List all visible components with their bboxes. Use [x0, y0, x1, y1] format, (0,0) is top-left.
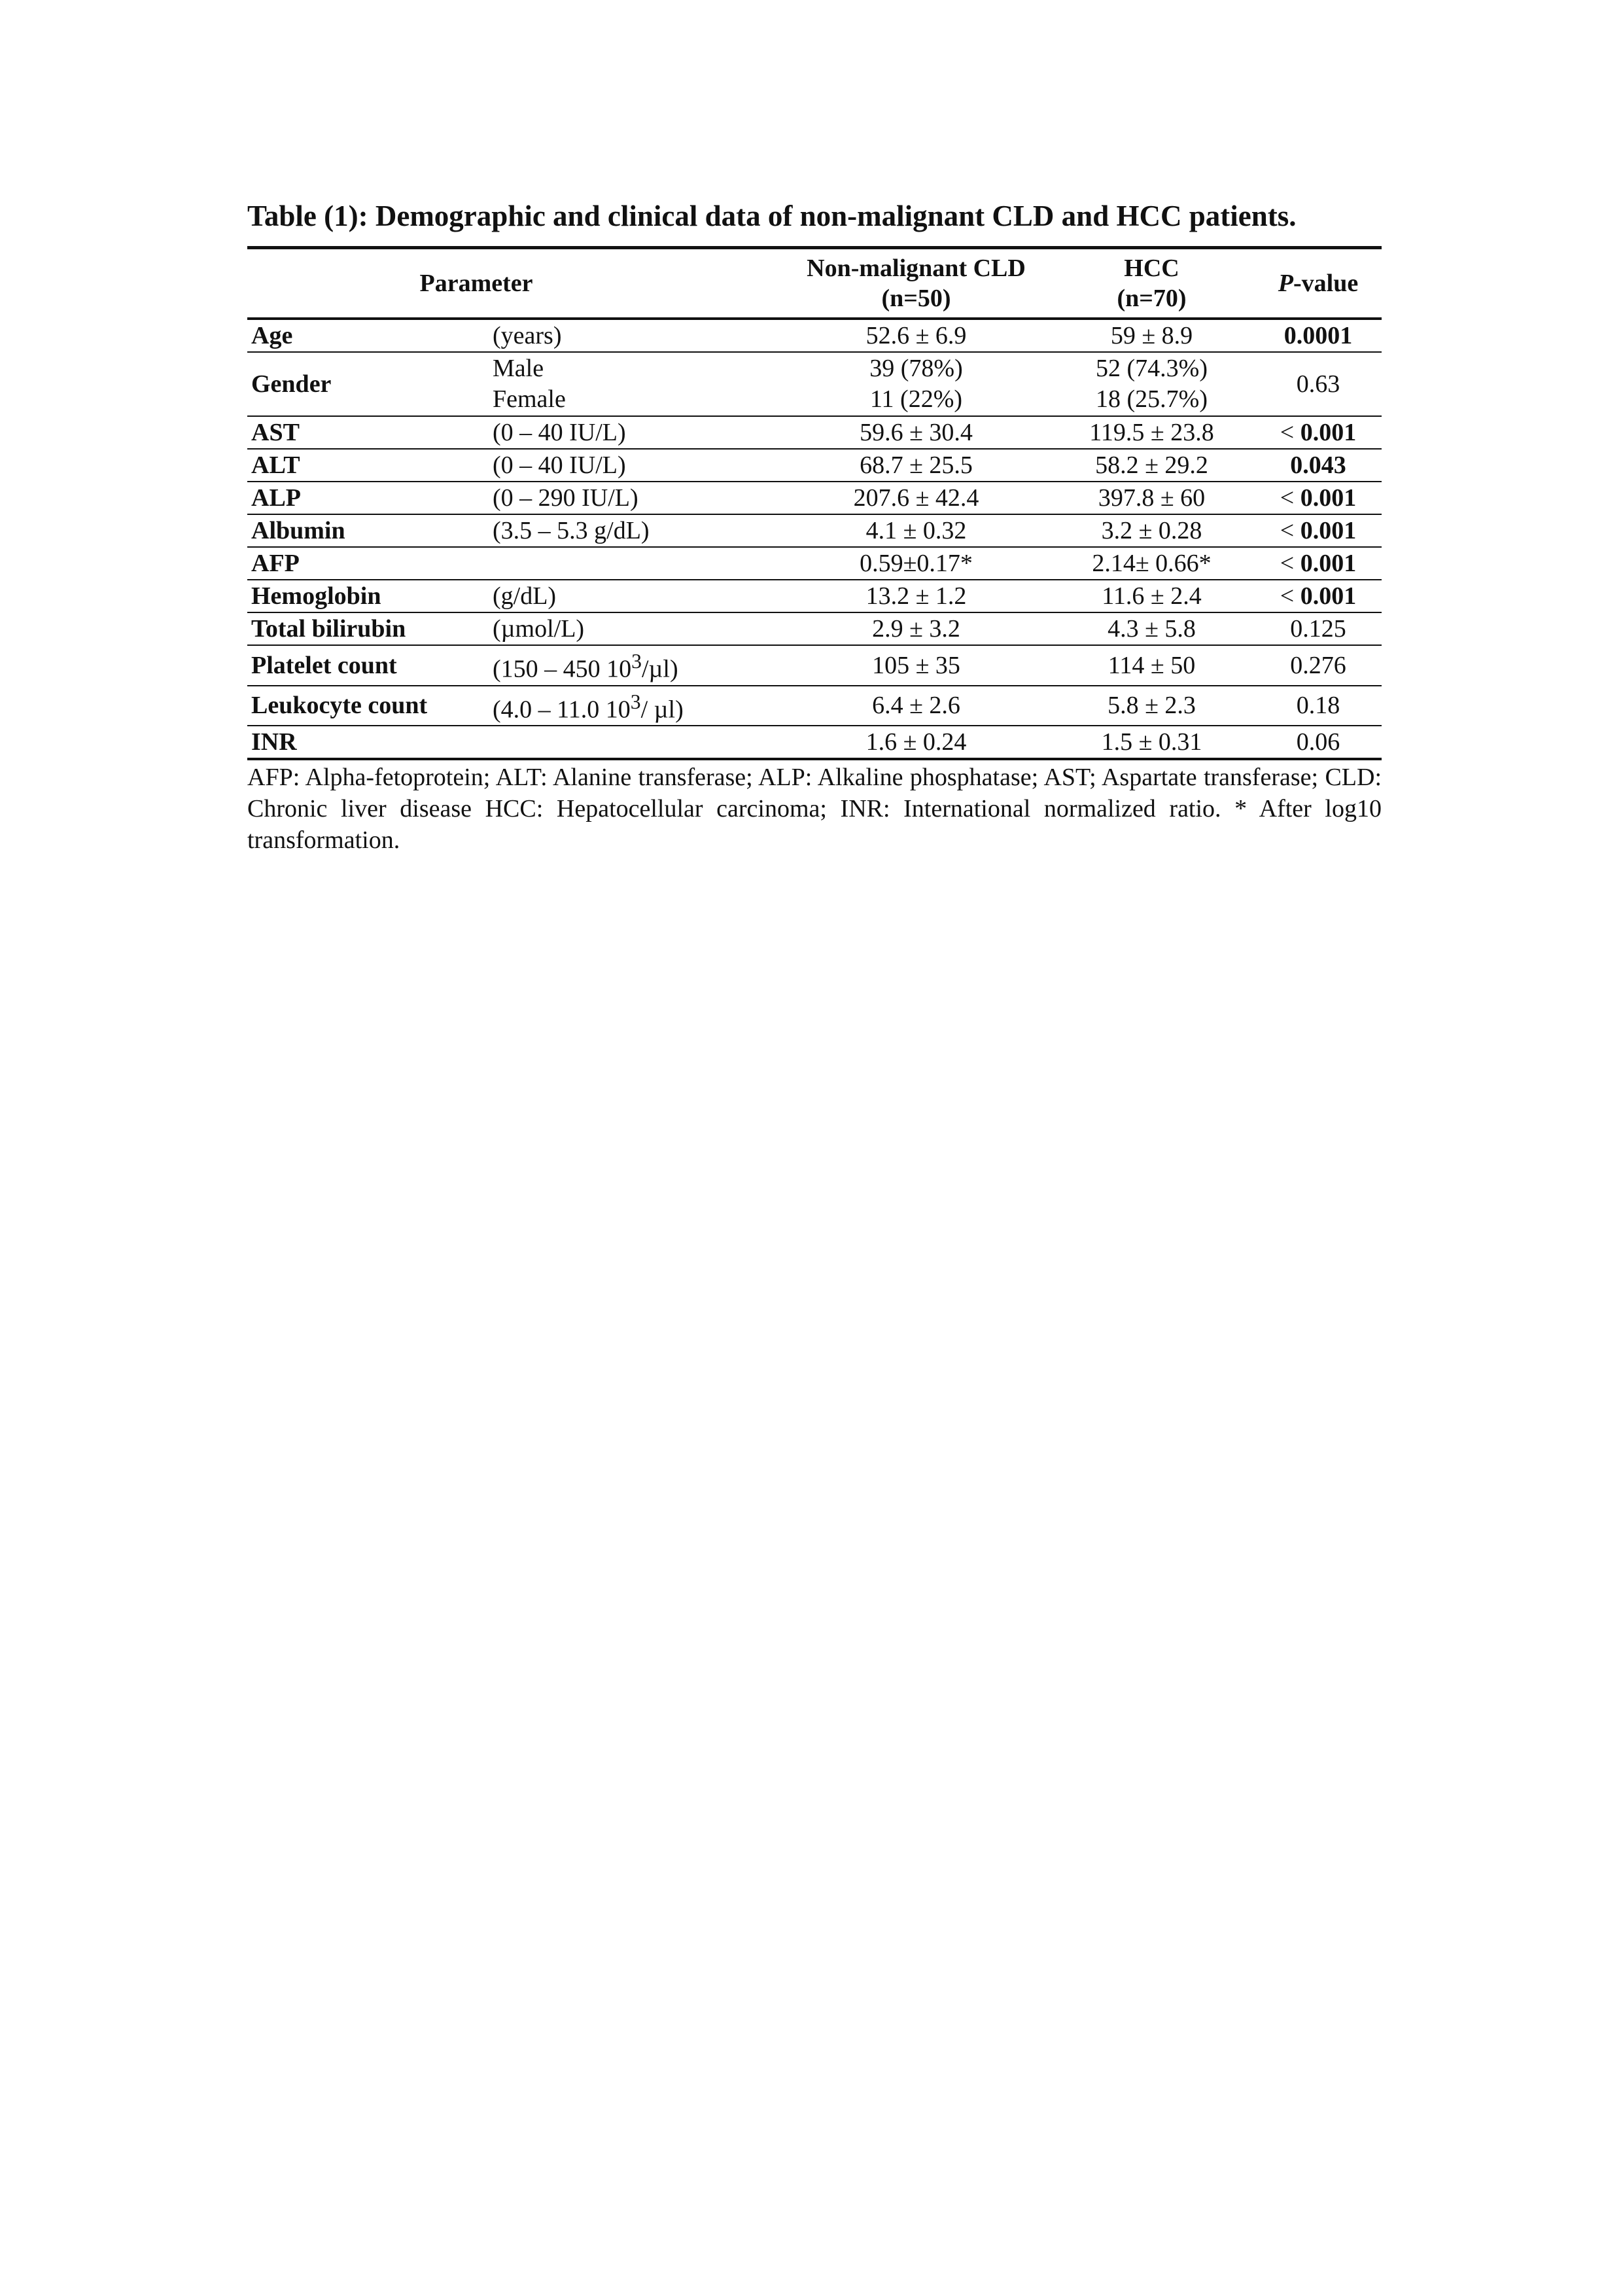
row-parameter: INR — [251, 728, 297, 756]
hcc-group-n: (n=70) — [1117, 285, 1187, 312]
table-row — [247, 352, 1382, 416]
row-cld-value: 2.9 ± 3.2 — [872, 615, 960, 643]
table-row — [247, 547, 1382, 580]
row-cld-value — [784, 352, 1049, 416]
row-p-value — [1255, 580, 1382, 612]
row-p-value: 0.125 — [1290, 615, 1346, 643]
row-parameter: Total bilirubin — [251, 615, 406, 643]
row-cld-value: 59.6 ± 30.4 — [860, 419, 973, 446]
row-p-value — [1255, 514, 1382, 547]
table-row — [247, 580, 1382, 612]
table-footnote: AFP: Alpha-fetoprotein; ALT: Alanine transferase; ALP: Alkaline phosphatase; AST; Aspartate transferase; CLD: Chronic liver disease HCC: Hepatocellular carcinoma; INR: International normalized ratio. * After log10 transformation. — [247, 764, 1382, 855]
row-parameter: Hemoglobin — [251, 582, 381, 610]
column-header-cld — [784, 248, 1049, 319]
gender-female-label: Female — [493, 385, 566, 413]
row-hcc-value: 4.3 ± 5.8 — [1108, 615, 1196, 643]
cld-male-count: 39 (78%) — [869, 355, 963, 382]
table-row — [247, 726, 1382, 759]
row-cld-value: 13.2 ± 1.2 — [865, 582, 967, 610]
table-row — [247, 319, 1382, 352]
row-gender-categories — [493, 352, 784, 416]
p-value-number: 0.001 — [1300, 550, 1357, 577]
row-reference-range: (g/dL) — [493, 582, 557, 610]
row-p-value: 0.0001 — [1283, 322, 1353, 349]
row-hcc-value: 114 ± 50 — [1108, 651, 1196, 679]
table-row — [247, 482, 1382, 514]
row-cld-value: 105 ± 35 — [872, 651, 960, 679]
range-text: (4.0 – 11.0 10 — [493, 696, 631, 724]
row-reference-range — [493, 686, 784, 726]
row-p-value: 0.18 — [1296, 692, 1340, 720]
row-cld-value: 207.6 ± 42.4 — [853, 484, 979, 512]
row-cld-value: 1.6 ± 0.24 — [865, 728, 967, 756]
row-cld-value: 4.1 ± 0.32 — [865, 517, 967, 544]
range-superscript: 3 — [630, 690, 641, 713]
row-hcc-value: 5.8 ± 2.3 — [1108, 692, 1196, 720]
table-row — [247, 514, 1382, 547]
row-p-value: 0.043 — [1290, 451, 1346, 479]
row-parameter: ALP — [251, 484, 301, 512]
row-parameter: AST — [251, 419, 300, 446]
row-parameter: Age — [251, 322, 293, 349]
row-reference-range: (years) — [493, 322, 562, 349]
row-parameter: AFP — [251, 550, 300, 577]
row-parameter: Platelet count — [251, 651, 397, 679]
p-value-prefix: < — [1280, 484, 1300, 512]
table-caption: Table (1): Demographic and clinical data of non-malignant CLD and HCC patients. — [247, 200, 1297, 232]
clinical-data-table — [247, 246, 1382, 760]
row-parameter: ALT — [251, 451, 300, 479]
row-p-value: 0.63 — [1296, 370, 1340, 398]
p-value-prefix: < — [1280, 517, 1300, 544]
row-hcc-value: 58.2 ± 29.2 — [1095, 451, 1208, 479]
hcc-female-count: 18 (25.7%) — [1096, 385, 1208, 413]
row-hcc-value: 2.14± 0.66* — [1092, 550, 1212, 577]
table-row — [247, 449, 1382, 482]
row-parameter: Leukocyte count — [251, 692, 428, 720]
hcc-male-count: 52 (74.3%) — [1096, 355, 1208, 382]
row-p-value — [1255, 482, 1382, 514]
row-hcc-value: 397.8 ± 60 — [1098, 484, 1206, 512]
row-p-value: 0.276 — [1290, 651, 1346, 679]
row-cld-value: 52.6 ± 6.9 — [865, 322, 967, 349]
range-unit: /µl) — [641, 655, 678, 683]
p-value-number: 0.001 — [1300, 419, 1357, 446]
row-hcc-value: 119.5 ± 23.8 — [1089, 419, 1214, 446]
table-row — [247, 612, 1382, 645]
p-value-suffix: -value — [1293, 270, 1359, 297]
range-text: (150 – 450 10 — [493, 655, 632, 683]
column-header-hcc — [1049, 248, 1255, 319]
column-header-p-value — [1255, 248, 1382, 319]
row-reference-range: (µmol/L) — [493, 615, 585, 643]
document-page — [247, 195, 1382, 856]
p-value-italic-letter: P — [1278, 270, 1293, 297]
table-row — [247, 416, 1382, 449]
row-cld-value: 68.7 ± 25.5 — [860, 451, 973, 479]
row-p-value — [1255, 547, 1382, 580]
row-hcc-value: 11.6 ± 2.4 — [1102, 582, 1202, 610]
p-value-number: 0.001 — [1300, 517, 1357, 544]
p-value-number: 0.001 — [1300, 484, 1357, 512]
cld-female-count: 11 (22%) — [869, 385, 963, 413]
cld-group-name: Non-malignant CLD — [807, 255, 1026, 282]
row-hcc-value: 59 ± 8.9 — [1110, 322, 1193, 349]
row-cld-value: 0.59±0.17* — [860, 550, 973, 577]
row-reference-range: (0 – 40 IU/L) — [493, 451, 626, 479]
column-header-parameter: Parameter — [419, 270, 533, 297]
range-superscript: 3 — [631, 650, 642, 673]
row-reference-range — [493, 547, 784, 580]
range-unit: / µl) — [640, 696, 684, 724]
cld-group-n: (n=50) — [881, 285, 951, 312]
table-row — [247, 686, 1382, 726]
row-cld-value: 6.4 ± 2.6 — [872, 692, 960, 720]
p-value-number: 0.001 — [1300, 582, 1357, 610]
row-hcc-value: 1.5 ± 0.31 — [1101, 728, 1202, 756]
table-row — [247, 645, 1382, 686]
p-value-prefix: < — [1280, 419, 1300, 446]
hcc-group-name: HCC — [1124, 255, 1179, 282]
row-parameter: Gender — [251, 370, 332, 398]
row-parameter: Albumin — [251, 517, 345, 544]
p-value-prefix: < — [1280, 582, 1300, 610]
row-reference-range: (0 – 40 IU/L) — [493, 419, 626, 446]
row-reference-range: (3.5 – 5.3 g/dL) — [493, 517, 650, 544]
row-hcc-value — [1049, 352, 1255, 416]
p-value-prefix: < — [1280, 550, 1300, 577]
row-reference-range — [493, 726, 784, 759]
row-hcc-value: 3.2 ± 0.28 — [1101, 517, 1202, 544]
row-reference-range — [493, 645, 784, 686]
row-reference-range: (0 – 290 IU/L) — [493, 484, 638, 512]
row-p-value — [1255, 416, 1382, 449]
row-p-value: 0.06 — [1296, 728, 1340, 756]
table-header-row — [247, 248, 1382, 319]
gender-male-label: Male — [493, 355, 544, 382]
